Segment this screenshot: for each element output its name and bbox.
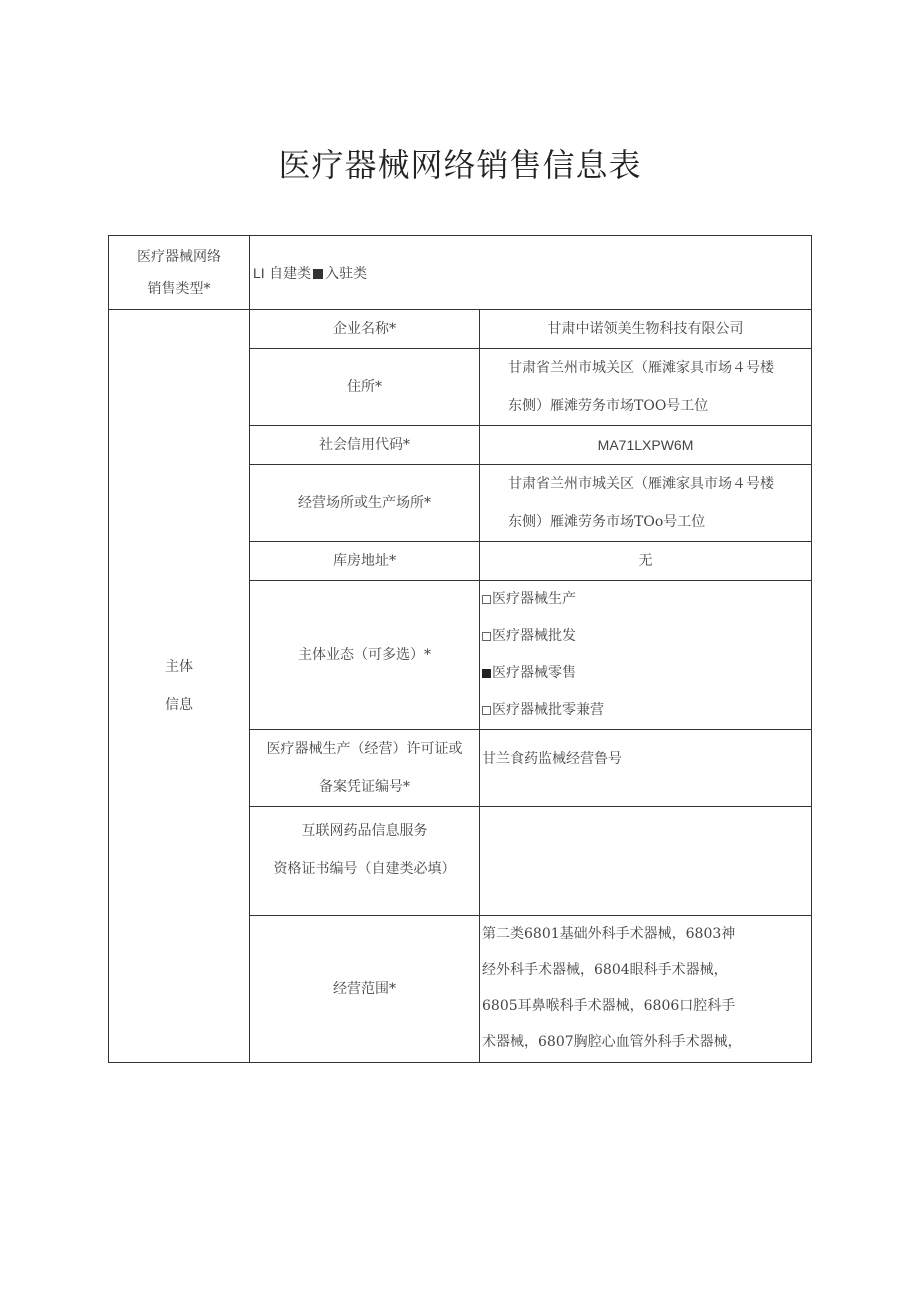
- sales-type-label-line1: 医疗器械网络: [137, 248, 221, 265]
- sales-type-row: [109, 236, 812, 310]
- business-place-value-line1: 甘肃省兰州市城关区（雁滩家具市场４号楼: [508, 476, 774, 492]
- scope-value-line: 经外科手术器械，6804眼科手术器械，: [482, 962, 728, 978]
- scope-value-line: 术器械，6807胸腔心血管外科手术器械，: [482, 1034, 742, 1050]
- platform-checkbox-filled-icon[interactable]: [313, 269, 323, 279]
- business-place-value: [480, 465, 812, 542]
- warehouse-label: 库房地址*: [250, 542, 480, 581]
- checkbox-filled-icon[interactable]: [482, 669, 491, 678]
- self-built-option-label: 自建类: [269, 265, 312, 282]
- info-table: [108, 235, 812, 1063]
- residence-label: 住所*: [250, 349, 480, 426]
- internet-cert-label-line2: 资格证书编号（自建类必填）: [273, 861, 456, 877]
- residence-value-line2: 东侧）雁滩劳务市场TOO号工位: [508, 398, 709, 414]
- license-label-line1: 医疗器械生产（经营）许可证或: [266, 741, 463, 757]
- scope-value-line: 6805耳鼻喉科手术器械，6806口腔科手: [482, 998, 736, 1014]
- business-form-option[interactable]: [482, 618, 811, 655]
- self-built-checkbox-mark[interactable]: LI: [253, 264, 265, 281]
- checkbox-empty-icon[interactable]: [482, 632, 491, 641]
- sales-type-value: [250, 236, 812, 310]
- checkbox-empty-icon[interactable]: [482, 595, 491, 604]
- internet-cert-label: [250, 807, 480, 916]
- business-form-options: [480, 581, 812, 730]
- business-form-option[interactable]: [482, 655, 811, 692]
- main-info-label: [109, 310, 250, 1063]
- business-place-value-line2: 东侧）雁滩劳务市场TOo号工位: [508, 514, 706, 530]
- business-form-label: 主体业态（可多选）*: [250, 581, 480, 730]
- platform-option-label: 入驻类: [325, 265, 368, 282]
- license-label: [250, 730, 480, 807]
- business-form-option-label: 医疗器械批零兼营: [492, 702, 604, 718]
- scope-value-line: 第二类6801基础外科手术器械，6803神: [482, 926, 736, 942]
- business-place-label: 经营场所或生产场所*: [250, 465, 480, 542]
- company-name-value: 甘肃中诺领美生物科技有限公司: [480, 310, 812, 349]
- main-info-label-line2: 信息: [165, 697, 193, 713]
- sales-type-label-line2: 销售类型*: [147, 280, 211, 297]
- scope-label: 经营范围*: [250, 916, 480, 1063]
- residence-value: [480, 349, 812, 426]
- scope-value: [480, 916, 812, 1063]
- checkbox-empty-icon[interactable]: [482, 706, 491, 715]
- business-form-option-label: 医疗器械生产: [492, 591, 576, 607]
- business-form-option[interactable]: [482, 581, 811, 618]
- page-title: 医疗器械网络销售信息表: [278, 146, 642, 184]
- internet-cert-value: [480, 807, 812, 916]
- main-info-label-line1: 主体: [165, 659, 193, 675]
- sales-type-label: [109, 236, 250, 310]
- credit-code-value: MA71LXPW6M: [480, 426, 812, 465]
- license-label-line2: 备案凭证编号*: [319, 779, 410, 795]
- business-form-option[interactable]: [482, 692, 811, 729]
- residence-value-line1: 甘肃省兰州市城关区（雁滩家具市场４号楼: [508, 360, 774, 376]
- warehouse-value: 无: [480, 542, 812, 581]
- business-form-option-label: 医疗器械批发: [492, 628, 576, 644]
- company-name-row: [109, 310, 812, 349]
- business-form-option-label: 医疗器械零售: [492, 665, 576, 681]
- credit-code-label: 社会信用代码*: [250, 426, 480, 465]
- internet-cert-label-line1: 互联网药品信息服务: [301, 823, 428, 839]
- license-value: 甘兰食药监械经营鲁号: [480, 730, 812, 807]
- company-name-label: 企业名称*: [250, 310, 480, 349]
